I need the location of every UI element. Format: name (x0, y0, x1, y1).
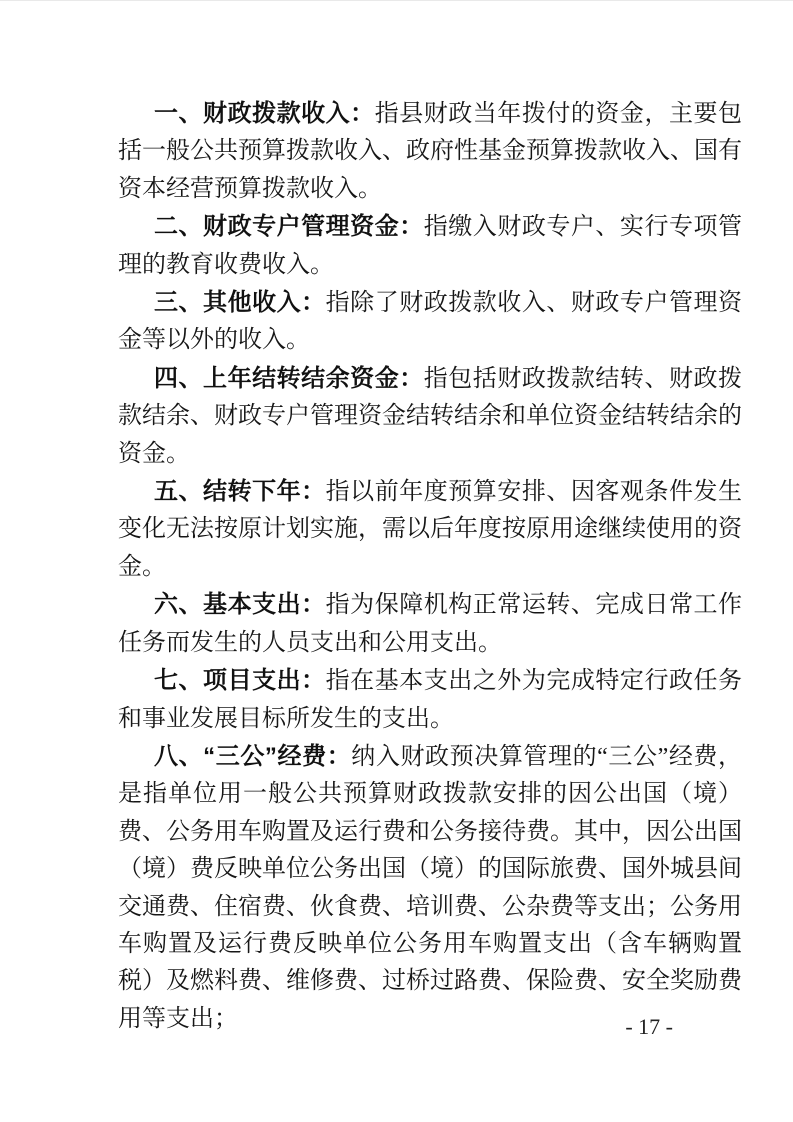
definition-text: 指缴入财政专户、实行专项管理的教育收费收入。 (118, 214, 743, 278)
definition-paragraph (118, 284, 742, 360)
page-number: - 17 - (625, 1014, 673, 1039)
term-label: 四、上年结转结余资金： (154, 364, 424, 392)
definition-paragraph (118, 586, 742, 662)
definition-paragraph (118, 473, 742, 586)
definition-text: 指包括财政拨款结转、财政拨款结余、财政专户管理资金结转结余和单位资金结转结余的资金。 (118, 365, 743, 467)
definition-text: 指除了财政拨款收入、财政专户管理资金等以外的收入。 (118, 290, 743, 354)
term-label: 六、基本支出： (154, 591, 326, 619)
term-label: 八、“三公”经费： (154, 742, 352, 770)
document-body (118, 95, 742, 1038)
definition-paragraph (118, 208, 742, 284)
term-label: 五、结转下年： (154, 478, 326, 506)
definition-text: 指以前年度预算安排、因客观条件发生变化无法按原计划实施，需以后年度按原用途继续使用的资金。 (118, 479, 743, 580)
definition-paragraph (118, 662, 742, 738)
definition-text: 指县财政当年拨付的资金，主要包括一般公共预算拨款收入、政府性基金预算拨款收入、国有资本经营预算拨款收入。 (118, 101, 743, 202)
term-label: 七、项目支出： (154, 667, 326, 695)
definition-paragraph (118, 95, 742, 208)
definition-text: 指在基本支出之外为完成特定行政任务和事业发展目标所发生的支出。 (118, 668, 743, 732)
page-footer (0, 1012, 673, 1042)
definition-paragraph (118, 360, 742, 473)
definition-text: 指为保障机构正常运转、完成日常工作任务而发生的人员支出和公用支出。 (118, 592, 743, 656)
definition-text: 纳入财政预决算管理的“三公”经费，是指单位用一般公共预算财政拨款安排的因公出国（境）费、公务用车购置及运行费和公务接待费。其中，因公出国（境）费反映单位公务出国（境）的国际旅费、国外城县间交通费、住宿费、伙食费、培训费、公杂费等支出；公务用车购置及运行费反映单位公务用车购置支出（含车辆购置税）及燃料费、维修费、过桥过路费、保险费、安全奖励费用等支出； (118, 743, 743, 1032)
term-label: 三、其他收入： (154, 289, 326, 317)
definition-paragraph (118, 738, 742, 1038)
term-label: 二、财政专户管理资金： (154, 213, 424, 241)
term-label: 一、财政拨款收入： (154, 100, 375, 127)
